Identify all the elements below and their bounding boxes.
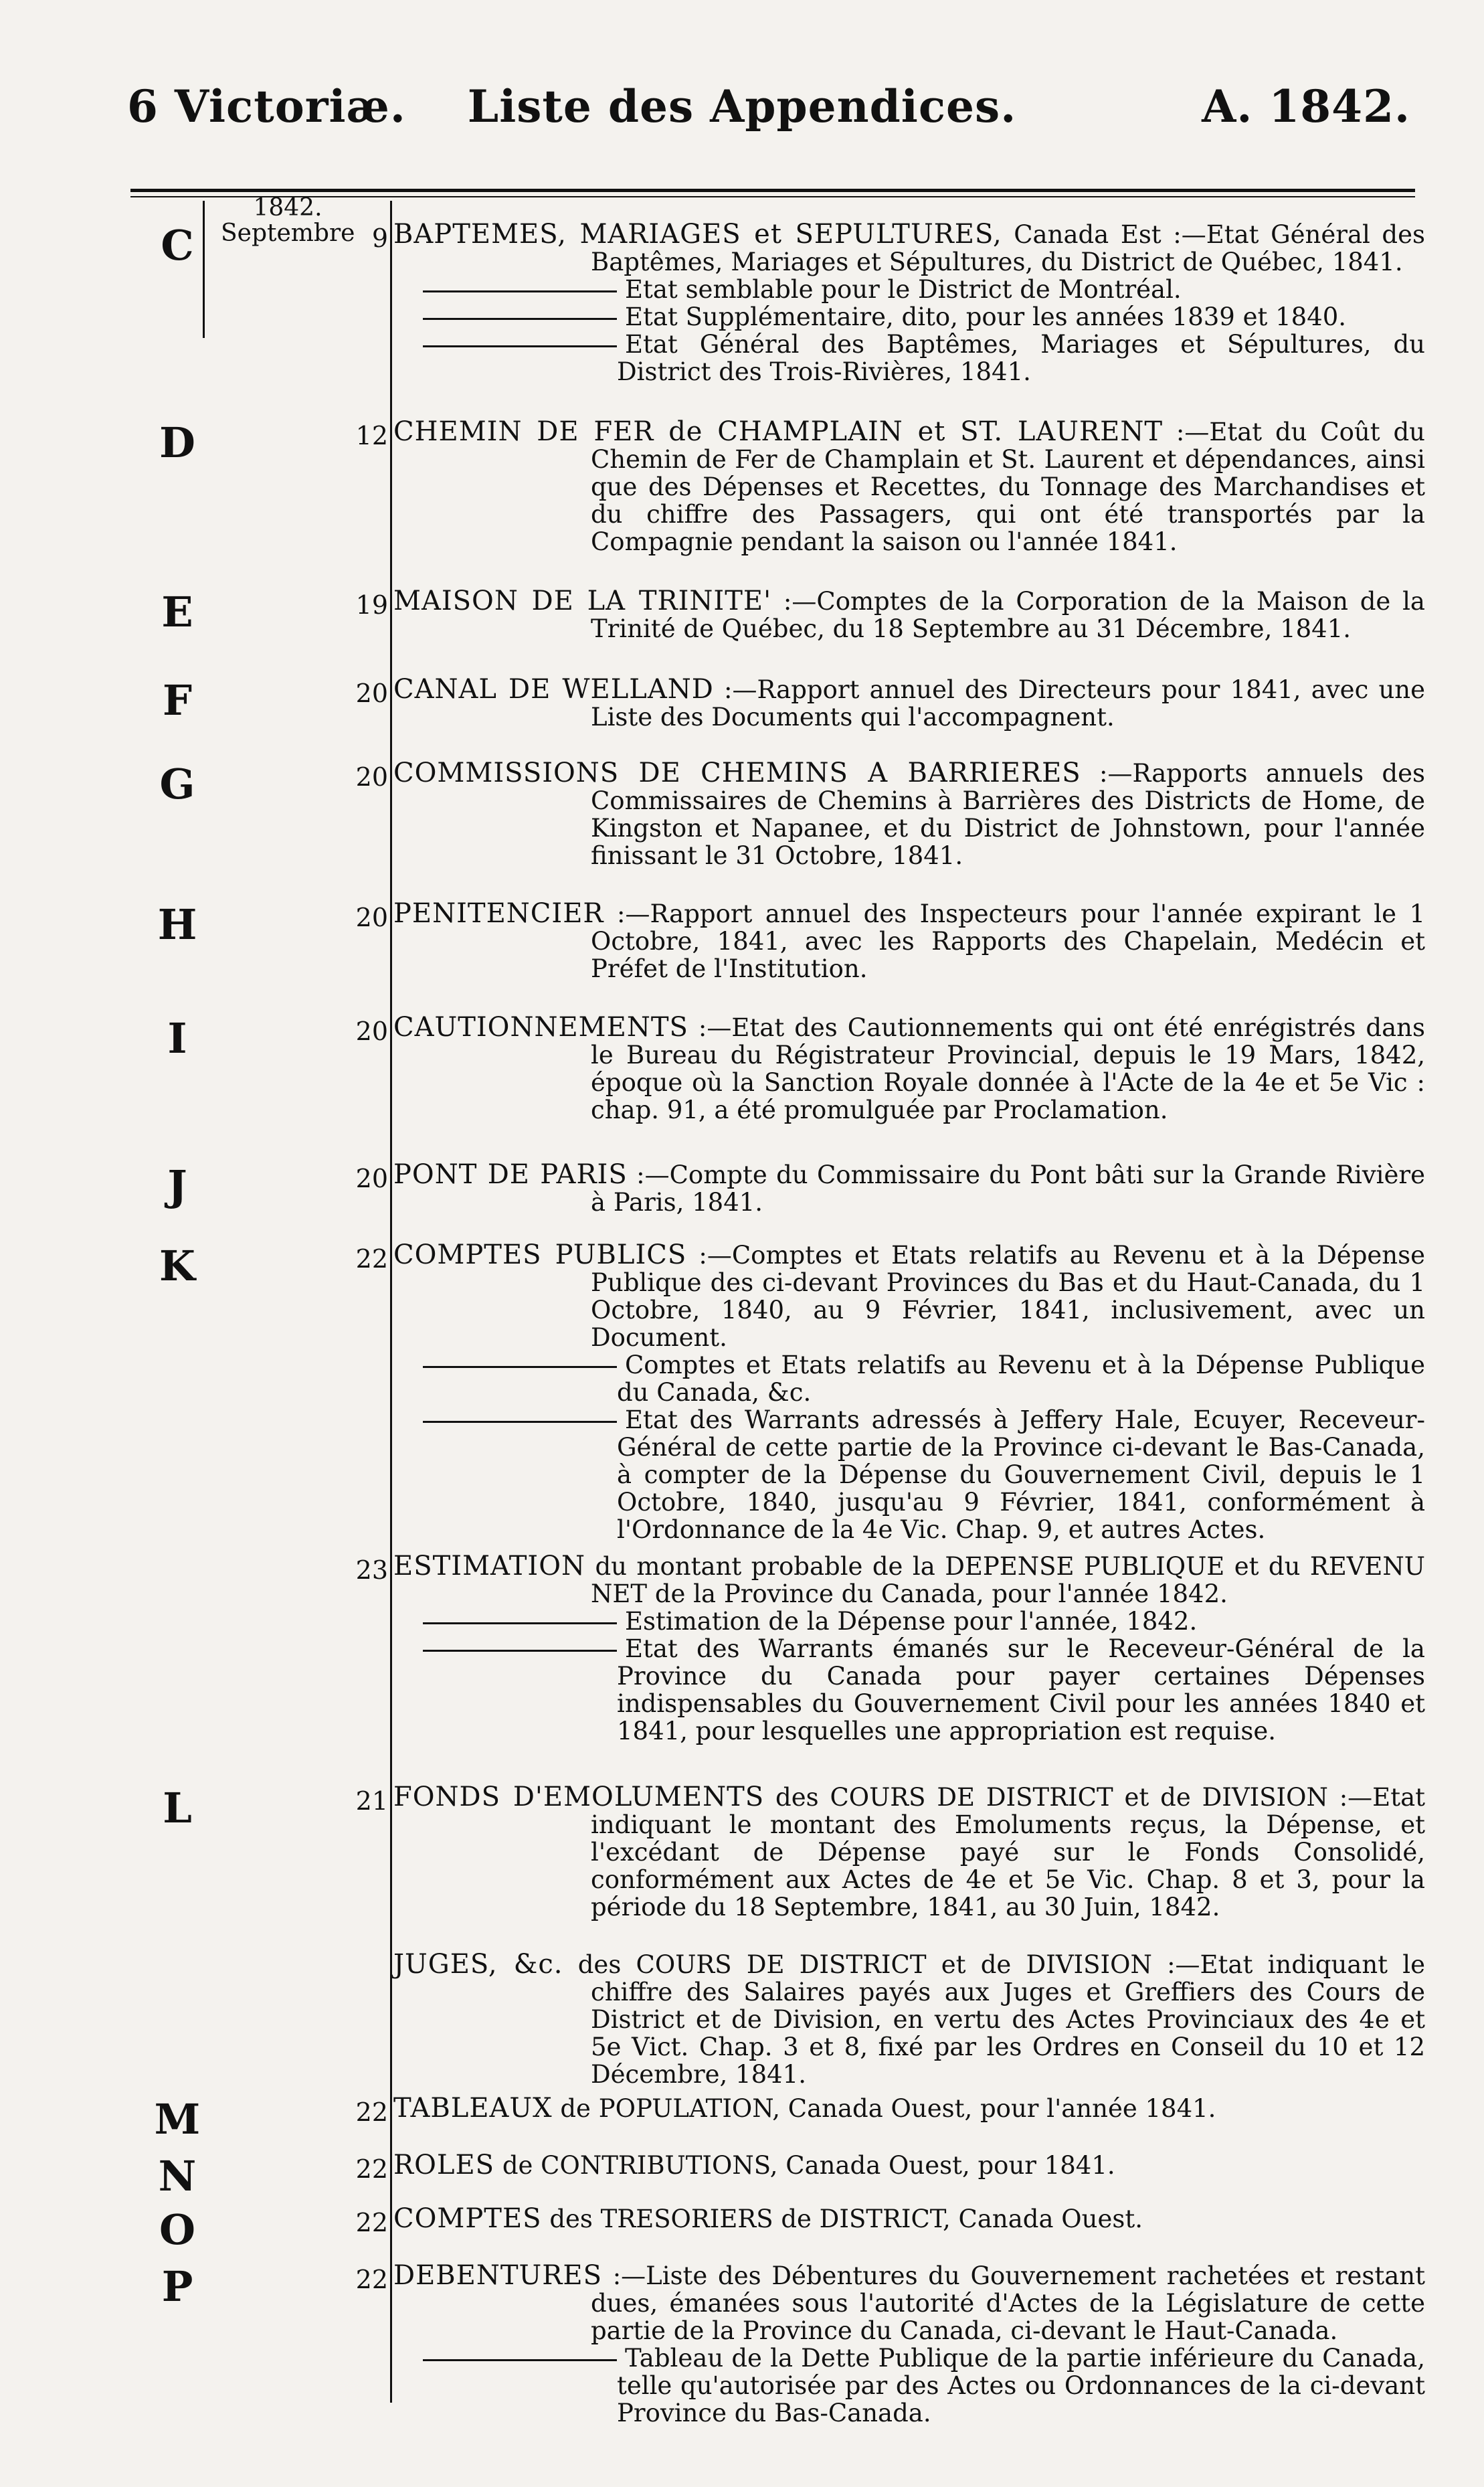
appendix-main-paragraph xyxy=(393,1241,1425,1351)
date-column-heading xyxy=(221,195,355,246)
appendix-letter: D xyxy=(159,418,195,467)
date-month: Septembre xyxy=(221,220,355,247)
appendix-sub-text: Comptes et Etats relatifs au Revenu et à la Dépense Publique du Canada, &c. xyxy=(617,1351,1425,1407)
appendix-letter: C xyxy=(161,221,194,270)
appendix-main-paragraph xyxy=(393,588,1425,642)
appendix-sub-text: Etat des Warrants adressés à Jeffery Hale, Ecuyer, Receveur-Général de cette partie de la Province ci-devant le Bas-Canada, à compter de la Dépense du Gouvernement Civil, depuis le 1 Octobre, 1840, jusqu'au 9 Février, 1841, conformément à l'Ordonnance de la 4e Vic. Chap. 9, et autres Actes. xyxy=(617,1405,1425,1544)
appendix-description xyxy=(393,1014,1425,1124)
appendix-text: :—Liste des Débentures du Gouvernement rachetées et restant dues, émanées sous l'autorité d'Actes de la Législature de cette partie de la Province du Canada, ci-devant le Haut-Canada. xyxy=(591,2261,1425,2345)
appendix-main-paragraph xyxy=(393,2152,1425,2179)
appendix-description xyxy=(393,676,1425,731)
appendix-title: JUGES, &c. xyxy=(393,1949,563,1980)
appendix-text: :—Comptes de la Corporation de la Maison de la Trinité de Québec, du 18 Septembre au 31 Décembre, 1841. xyxy=(591,587,1425,643)
appendix-day: 20 xyxy=(355,679,388,708)
appendix-description xyxy=(393,2152,1425,2179)
appendix-day: 20 xyxy=(355,762,388,792)
appendix-sub-text: Tableau de la Dette Publique de la partie inférieure du Canada, telle qu'autorisée par des Actes ou Ordonnances de la ci-devant Province du Bas-Canada. xyxy=(617,2344,1425,2427)
ditto-dash xyxy=(423,1421,617,1423)
ditto-dash xyxy=(423,290,617,292)
appendix-description xyxy=(393,1553,1425,1745)
appendix-day: 20 xyxy=(355,1017,388,1046)
appendix-sub-text: Etat semblable pour le District de Montréal. xyxy=(625,275,1182,304)
appendix-sub-item xyxy=(393,331,1425,385)
appendix-text: des COURS DE DISTRICT et de DIVISION :—Etat indiquant le montant des Emoluments reçus, la Dépense, et l'excédant de Dépense payé sur le Fonds Consolidé, conformément aux Actes de 4e et 5e Vic. Chap. 8 et 3, pour la période du 18 Septembre, 1841, au 30 Juin, 1842. xyxy=(591,1783,1425,1921)
appendix-title: CHEMIN DE FER de CHAMPLAIN et ST. LAURENT xyxy=(393,416,1163,447)
appendix-sub-text: Etat des Warrants émanés sur le Receveur-Général de la Province du Canada pour payer certaines Dépenses indispensables du Gouvernement Civil pour les années 1840 et 1841, pour lesquelles une appropriation est requise. xyxy=(617,1634,1425,1745)
appendix-main-paragraph xyxy=(393,760,1425,869)
appendix-letter: J xyxy=(167,1161,187,1210)
appendix-text: :—Rapport annuel des Directeurs pour 1841, avec une Liste des Documents qui l'accompagnent. xyxy=(591,675,1426,732)
ditto-dash xyxy=(423,345,617,347)
appendix-title: ROLES xyxy=(393,2150,495,2180)
appendix-description xyxy=(393,418,1425,555)
appendix-main-paragraph xyxy=(393,1161,1425,1216)
appendix-day: 12 xyxy=(355,421,388,450)
appendix-letter: G xyxy=(159,760,195,808)
appendix-title: COMMISSIONS DE CHEMINS A BARRIERES xyxy=(393,758,1081,788)
appendix-text: :—Compte du Commissaire du Pont bâti sur la Grande Rivière à Paris, 1841. xyxy=(591,1161,1425,1217)
appendix-main-paragraph xyxy=(393,900,1425,982)
appendix-day: 21 xyxy=(355,1786,388,1816)
appendix-description xyxy=(393,1241,1425,1543)
appendix-sub-item xyxy=(393,1406,1425,1543)
appendix-description xyxy=(393,2095,1425,2122)
appendix-sub-item xyxy=(393,303,1425,331)
appendix-main-paragraph xyxy=(393,1784,1425,1921)
appendix-letter: E xyxy=(161,588,193,636)
appendix-day: 22 xyxy=(355,2208,388,2237)
appendix-day: 19 xyxy=(355,590,388,620)
appendix-text: :—Rapports annuels des Commissaires de Chemins à Barrières des Districts de Home, de Kingston et Napanee, et du District de Johnstown, pour l'année finissant le 31 Octobre, 1841. xyxy=(591,759,1426,870)
appendix-main-paragraph xyxy=(393,2095,1425,2122)
appendix-letter: L xyxy=(163,1784,192,1832)
appendix-text: du montant probable de la DEPENSE PUBLIQUE et du REVENU NET de la Province du Canada, pour l'année 1842. xyxy=(585,1552,1425,1608)
appendix-title: BAPTEMES, MARIAGES et SEPULTURES, xyxy=(393,219,1002,250)
appendix-title: PENITENCIER xyxy=(393,898,604,929)
appendix-sub-item xyxy=(393,1351,1425,1406)
appendix-main-paragraph xyxy=(393,1951,1425,2088)
appendix-letter: H xyxy=(157,900,197,949)
appendix-text: :—Etat du Coût du Chemin de Fer de Champlain et St. Laurent et dépendances, ainsi que des Dépenses et Recettes, du Tonnage des Marchandises et du chiffre des Passagers, qui ont été transportés par la Compagnie pendant la saison ou l'année 1841. xyxy=(591,418,1425,556)
ditto-dash xyxy=(423,318,617,320)
appendix-text: des TRESORIERS de DISTRICT, Canada Ouest. xyxy=(541,2205,1143,2233)
appendix-title: PONT DE PARIS xyxy=(393,1159,628,1190)
appendix-title: CANAL DE WELLAND xyxy=(393,674,714,705)
appendix-main-paragraph xyxy=(393,1014,1425,1124)
ditto-dash xyxy=(423,1366,617,1368)
appendix-main-paragraph xyxy=(393,2262,1425,2344)
appendix-description xyxy=(393,900,1425,982)
appendix-sub-text: Estimation de la Dépense pour l'année, 1842. xyxy=(625,1607,1198,1636)
appendix-title: COMPTES xyxy=(393,2203,542,2234)
appendix-title: DEBENTURES xyxy=(393,2260,602,2291)
appendix-main-paragraph xyxy=(393,676,1425,731)
appendix-letter: O xyxy=(159,2205,195,2254)
appendix-main-paragraph xyxy=(393,221,1425,276)
date-year: 1842. xyxy=(253,194,322,222)
appendix-title: FONDS D'EMOLUMENTS xyxy=(393,1782,765,1812)
appendix-description xyxy=(393,2205,1425,2233)
appendix-day: 22 xyxy=(355,1244,388,1274)
appendix-description xyxy=(393,221,1425,385)
appendix-letter: N xyxy=(158,2152,197,2201)
appendix-sub-item xyxy=(393,276,1425,303)
appendix-title: COMPTES PUBLICS xyxy=(393,1239,687,1270)
appendix-description xyxy=(393,760,1425,869)
appendix-text: des COURS DE DISTRICT et de DIVISION :—Etat indiquant le chiffre des Salaires payés aux Juges et Greffiers des Cours de District et de Division, en vertu des Actes Provinciaux des 4e et 5e Vict. Chap. 3 et 8, fixé par les Ordres en Conseil du 10 et 12 Décembre, 1841. xyxy=(563,1950,1426,2089)
appendix-letter: M xyxy=(154,2095,201,2144)
appendix-title: MAISON DE LA TRINITE' xyxy=(393,586,772,616)
appendix-main-paragraph xyxy=(393,2205,1425,2233)
appendix-title: TABLEAUX xyxy=(393,2093,553,2124)
appendix-description xyxy=(393,1951,1425,2088)
ditto-dash xyxy=(423,1650,617,1652)
appendix-day: 23 xyxy=(355,1555,388,1585)
appendix-text: :—Rapport annuel des Inspecteurs pour l'année expirant le 1 Octobre, 1841, avec les Rapports des Chapelain, Medécin et Préfet de l'Institution. xyxy=(591,899,1425,983)
appendix-sub-item xyxy=(393,1608,1425,1635)
appendix-main-paragraph xyxy=(393,1553,1425,1608)
ditto-dash xyxy=(423,2359,617,2361)
appendix-description xyxy=(393,588,1425,642)
header-session: 6 Victoriæ. xyxy=(127,80,406,133)
ditto-dash xyxy=(423,1622,617,1624)
appendix-day: 22 xyxy=(355,2265,388,2294)
appendix-day: 20 xyxy=(355,903,388,932)
appendix-sub-text: Etat Général des Baptêmes, Mariages et Sépultures, du District des Trois-Rivières, 1841. xyxy=(617,330,1425,386)
appendix-day: 9 xyxy=(371,224,388,253)
appendix-description xyxy=(393,1161,1425,1216)
appendix-description xyxy=(393,1784,1425,1921)
appendix-text: Canada Est :—Etat Général des Baptêmes, Mariages et Sépultures, du District de Québec, 1841. xyxy=(591,220,1425,276)
appendix-sub-text: Etat Supplémentaire, dito, pour les années 1839 et 1840. xyxy=(625,303,1347,331)
appendix-main-paragraph xyxy=(393,418,1425,555)
appendix-text: de CONTRIBUTIONS, Canada Ouest, pour 1841. xyxy=(494,2151,1115,2180)
column-divider-letter xyxy=(203,201,205,338)
appendix-letter: P xyxy=(161,2262,193,2311)
appendix-letter: K xyxy=(159,1241,195,1290)
appendix-sub-item xyxy=(393,2344,1425,2427)
appendix-text: de POPULATION, Canada Ouest, pour l'année 1841. xyxy=(552,2094,1216,2123)
header-year: A. 1842. xyxy=(1202,80,1410,133)
appendix-day: 20 xyxy=(355,1164,388,1193)
appendix-day: 22 xyxy=(355,2097,388,2127)
appendix-text: :—Etat des Cautionnements qui ont été enrégistrés dans le Bureau du Régistrateur Provincial, depuis le 19 Mars, 1842, époque où la Sanction Royale donnée à l'Acte de la 4e et 5e Vic : chap. 91, a été promulguée par Proclamation. xyxy=(591,1013,1425,1124)
appendix-letter: I xyxy=(167,1014,187,1063)
appendix-title: CAUTIONNEMENTS xyxy=(393,1012,688,1043)
appendix-day: 22 xyxy=(355,2154,388,2184)
appendix-title: ESTIMATION xyxy=(393,1551,586,1581)
appendix-text: :—Comptes et Etats relatifs au Revenu et à la Dépense Publique des ci-devant Provinces du Bas et du Haut-Canada, du 1 Octobre, 1840, au 9 Février, 1841, inclusivement, avec un Document. xyxy=(591,1241,1425,1352)
appendix-sub-item xyxy=(393,1635,1425,1745)
appendix-description xyxy=(393,2262,1425,2427)
header-rule xyxy=(130,189,1415,192)
column-divider-day xyxy=(390,201,392,2403)
header-title: Liste des Appendices. xyxy=(467,80,1017,133)
appendix-letter: F xyxy=(162,676,193,725)
